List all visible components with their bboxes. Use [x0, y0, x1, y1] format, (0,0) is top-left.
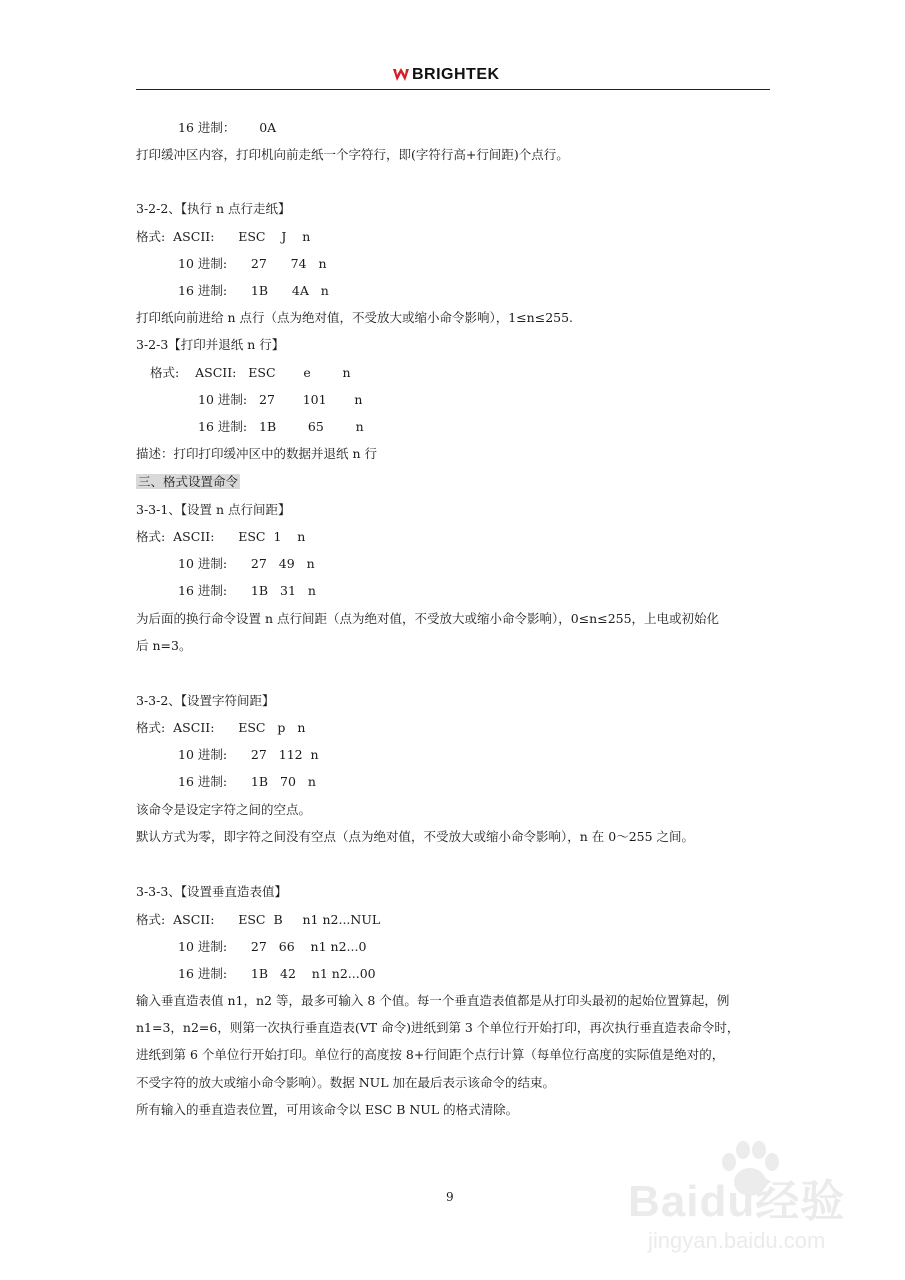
text-line: 不受字符的放大或缩小命令影响）。数据 NUL 加在最后表示该命令的结束。 [136, 1075, 555, 1090]
text-line: 打印缓冲区内容，打印机向前走纸一个字符行，即(字符行高+行间距)个点行。 [136, 147, 569, 162]
format-line: 16 进制: 1B 31 n [178, 583, 316, 598]
format-line: 格式: ASCII: ESC 1 n [136, 529, 306, 544]
header-divider [136, 89, 770, 90]
format-line: 10 进制: 27 66 n1 n2...0 [178, 939, 367, 954]
format-line: 格式: ASCII: ESC p n [136, 720, 306, 735]
format-line: 10 进制: 27 112 n [178, 747, 319, 762]
text-line: 该命令是设定字符之间的空点。 [136, 802, 312, 817]
section-heading: 3-3-1、【设置 n 点行间距】 [136, 502, 291, 517]
format-line: 16 进制: 1B 4A n [178, 283, 329, 298]
watermark-brand: Baidu经验 [628, 1177, 846, 1226]
brightek-logo-icon [392, 67, 410, 83]
brand-logo [392, 66, 500, 84]
format-line: 10 进制: 27 74 n [178, 256, 327, 271]
format-line: 16 进制: 1B 42 n1 n2...00 [178, 966, 376, 981]
text-line: 打印纸向前进给 n 点行（点为绝对值，不受放大或缩小命令影响），1≤n≤255. [136, 310, 574, 325]
format-line: 格式: ASCII: ESC J n [136, 229, 311, 244]
text-line: 后 n=3。 [136, 638, 192, 653]
format-line: 10 进制: 27 101 n [198, 392, 363, 407]
format-line: 格式: ASCII: ESC e n [150, 365, 351, 380]
section-heading: 3-2-2、【执行 n 点行走纸】 [136, 201, 291, 216]
text-line: 所有输入的垂直造表位置，可用该命令以 ESC B NUL 的格式清除。 [136, 1102, 519, 1117]
section-heading: 3-3-3、【设置垂直造表值】 [136, 884, 288, 899]
chapter-heading [136, 474, 240, 490]
logo-text: BRIGHTEK [412, 66, 500, 83]
format-line: 10 进制: 27 49 n [178, 556, 315, 571]
text-line: 默认方式为零，即字符之间没有空点（点为绝对值，不受放大或缩小命令影响），n 在 0～255 之间。 [136, 829, 695, 844]
text-line: n1=3，n2=6，则第一次执行垂直造表(VT 命令)进纸到第 3 个单位行开始打印，再次执行垂直造表命令时， [136, 1020, 740, 1035]
page-number: 9 [446, 1190, 454, 1204]
text-line: 16 进制： 0A [178, 120, 277, 135]
format-line: 16 进制: 1B 70 n [178, 774, 316, 789]
chapter-heading-text: 三、格式设置命令 [138, 474, 239, 489]
format-line: 格式: ASCII: ESC B n1 n2...NUL [136, 912, 381, 927]
text-line: 输入垂直造表值 n1，n2 等，最多可输入 8 个值。每一个垂直造表值都是从打印头最初的起始位置算起，例 [136, 993, 730, 1008]
baidu-watermark [620, 1140, 890, 1270]
section-heading: 3-2-3【打印并退纸 n 行】 [136, 337, 285, 352]
text-line: 描述：打印打印缓冲区中的数据并退纸 n 行 [136, 446, 377, 461]
format-line: 16 进制: 1B 65 n [198, 419, 364, 434]
watermark-url: jingyan.baidu.com [648, 1228, 826, 1253]
text-line: 进纸到第 6 个单位行开始打印。单位行的高度按 8+行间距个点行计算（每单位行高度的实际值是绝对的， [136, 1047, 725, 1062]
text-line: 为后面的换行命令设置 n 点行间距（点为绝对值，不受放大或缩小命令影响），0≤n≤255，上电或初始化 [136, 611, 720, 626]
section-heading: 3-3-2、【设置字符间距】 [136, 693, 275, 708]
